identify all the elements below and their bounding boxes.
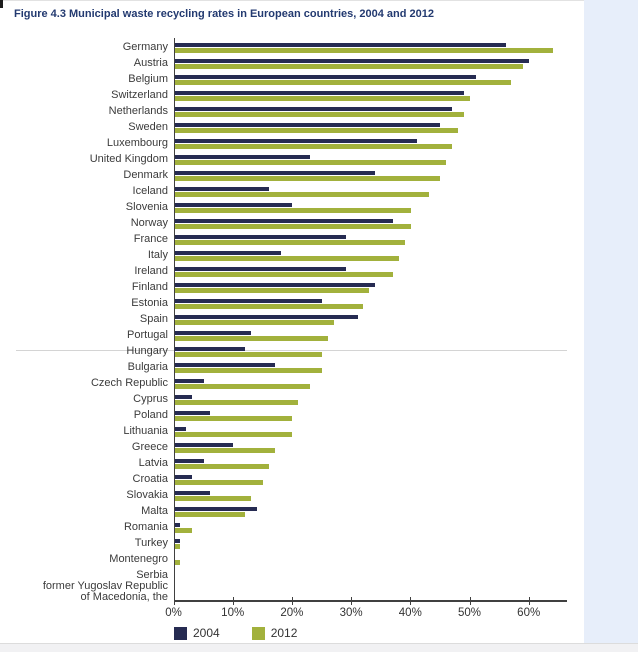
bar-2012 <box>174 528 192 533</box>
bar-2012 <box>174 304 363 309</box>
category-label: Greece <box>131 441 168 454</box>
bar-2004 <box>174 219 393 224</box>
category-label: France <box>133 233 168 246</box>
category-label: Sweden <box>128 121 168 134</box>
bar-2012 <box>174 208 411 213</box>
bar-2004 <box>174 443 233 448</box>
bar-2004 <box>174 315 358 320</box>
category-label: Netherlands <box>108 105 168 118</box>
category-label: Switzerland <box>111 89 168 102</box>
bar-2012 <box>174 112 464 117</box>
bar-2004 <box>174 267 346 272</box>
bar-2012 <box>174 80 511 85</box>
bar-2004 <box>174 395 192 400</box>
bar-2004 <box>174 507 257 512</box>
category-label: United Kingdom <box>89 153 168 166</box>
category-label: Denmark <box>123 169 168 182</box>
bar-2012 <box>174 144 452 149</box>
category-label: Cyprus <box>133 393 168 406</box>
category-label: Malta <box>141 505 168 518</box>
bar-2012 <box>174 320 334 325</box>
x-tick-label: 0% <box>165 607 182 619</box>
category-label: Iceland <box>132 185 168 198</box>
bar-2012 <box>174 464 269 469</box>
x-tick-label: 20% <box>280 607 304 619</box>
bar-2004 <box>174 75 476 80</box>
bar-2012 <box>174 448 275 453</box>
x-tick <box>529 597 530 605</box>
category-label: Hungary <box>126 345 168 358</box>
x-tick <box>470 597 471 605</box>
bar-2012 <box>174 400 298 405</box>
bar-2012 <box>174 512 245 517</box>
bar-2004 <box>174 91 464 96</box>
bar-2004 <box>174 155 310 160</box>
category-label: Finland <box>131 281 168 294</box>
bar-2004 <box>174 379 204 384</box>
x-tick-label: 50% <box>457 607 482 619</box>
x-tick <box>351 597 352 605</box>
bar-2004 <box>174 331 251 336</box>
category-label: Czech Republic <box>90 377 168 390</box>
bar-2004 <box>174 427 186 432</box>
figure-title: Figure 4.3 Municipal waste recycling rates in European countries, 2004 and 2012 <box>14 8 434 20</box>
category-label: former Yugoslav Republic of Macedonia, the <box>42 579 168 603</box>
x-tick <box>410 597 411 605</box>
bar-2012 <box>174 240 405 245</box>
bar-2012 <box>174 176 440 181</box>
category-label: Italy <box>147 249 168 262</box>
bar-2012 <box>174 272 393 277</box>
x-tick <box>233 597 234 605</box>
bar-2012 <box>174 416 292 421</box>
bar-2004 <box>174 491 210 496</box>
bar-2004 <box>174 171 375 176</box>
chart-legend <box>174 626 329 640</box>
bar-2012 <box>174 160 446 165</box>
x-tick <box>292 597 293 605</box>
category-label: Croatia <box>132 473 168 486</box>
bar-2004 <box>174 347 245 352</box>
bar-2012 <box>174 48 553 53</box>
bar-2004 <box>174 43 506 48</box>
bar-2004 <box>174 107 452 112</box>
category-label: Estonia <box>131 297 168 310</box>
category-label: Belgium <box>128 73 168 86</box>
category-label: Germany <box>122 41 168 54</box>
bar-2012 <box>174 384 310 389</box>
bar-2012 <box>174 192 429 197</box>
bar-2012 <box>174 224 411 229</box>
category-label: Bulgaria <box>127 361 168 374</box>
legend-swatch-2012 <box>252 627 265 640</box>
bar-2004 <box>174 459 204 464</box>
bar-2012 <box>174 96 470 101</box>
category-label: Poland <box>133 409 168 422</box>
x-tick-label: 60% <box>517 607 541 619</box>
bar-2012 <box>174 352 322 357</box>
bar-2004 <box>174 299 322 304</box>
category-label: Spain <box>139 313 168 326</box>
bar-2004 <box>174 59 529 64</box>
category-label: Montenegro <box>109 553 168 566</box>
bar-2004 <box>174 187 269 192</box>
bar-2012 <box>174 480 263 485</box>
category-label: Serbia <box>136 569 168 582</box>
category-label: Luxembourg <box>106 137 168 150</box>
bar-2004 <box>174 283 375 288</box>
bar-2012 <box>174 288 369 293</box>
category-label: Slovakia <box>126 489 168 502</box>
category-label: Romania <box>123 521 168 534</box>
y-axis-line <box>174 38 176 602</box>
bar-2004 <box>174 235 346 240</box>
x-tick-label: 40% <box>398 607 422 619</box>
legend-swatch-2004 <box>174 627 187 640</box>
bar-2012 <box>174 64 523 69</box>
bar-2012 <box>174 432 292 437</box>
bar-2012 <box>174 368 322 373</box>
bar-2004 <box>174 139 417 144</box>
category-label: Norway <box>130 217 168 230</box>
legend-label-2004: 2004 <box>193 626 220 640</box>
legend-label-2012: 2012 <box>270 626 298 640</box>
bar-2012 <box>174 496 251 501</box>
bar-2004 <box>174 411 210 416</box>
category-label: Austria <box>133 57 168 70</box>
x-tick-label: 30% <box>339 607 363 619</box>
bar-2004 <box>174 123 440 128</box>
category-label: Latvia <box>138 457 168 470</box>
bar-2012 <box>174 336 328 341</box>
category-label: Turkey <box>134 537 168 550</box>
category-label: Portugal <box>127 329 168 342</box>
x-tick-label: 10% <box>221 607 245 619</box>
category-label: Slovenia <box>125 201 168 214</box>
bar-2004 <box>174 251 281 256</box>
bar-2012 <box>174 256 399 261</box>
x-tick <box>174 597 175 605</box>
category-label: Lithuania <box>123 425 168 438</box>
bar-2004 <box>174 475 192 480</box>
bar-2012 <box>174 128 458 133</box>
bar-2004 <box>174 203 292 208</box>
category-label: Ireland <box>134 265 168 278</box>
bar-2004 <box>174 363 275 368</box>
